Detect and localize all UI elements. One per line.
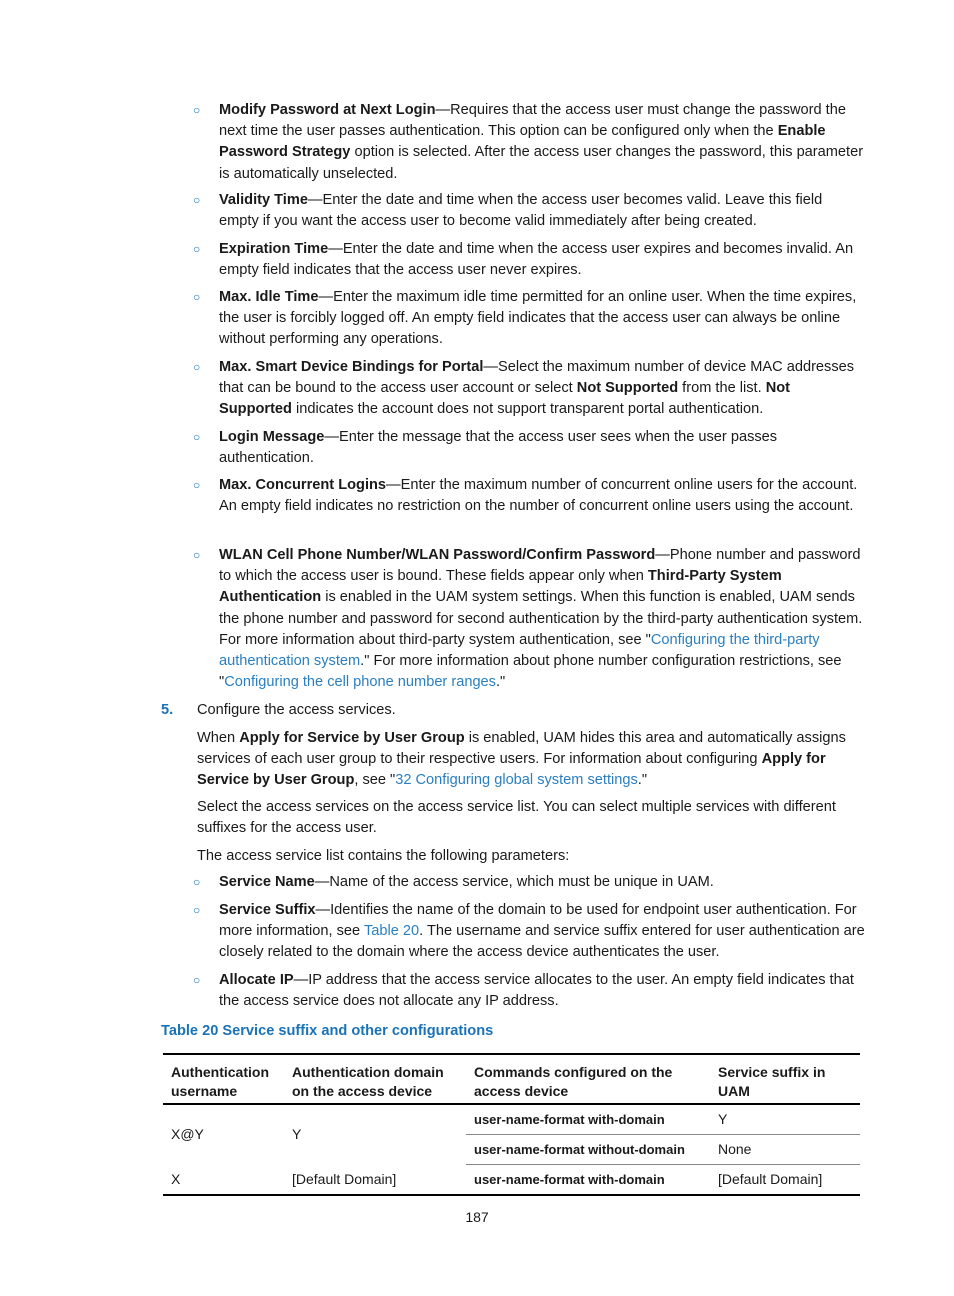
table-cell-username: X@Y bbox=[171, 1126, 204, 1143]
parameter-description: Service Name—Name of the access service, which must be unique in UAM. bbox=[219, 874, 714, 890]
service-suffix-table bbox=[163, 1053, 860, 1196]
parameter-name: Service Name bbox=[219, 874, 315, 890]
bold-term: Apply for Service by User Group bbox=[239, 730, 465, 746]
table-caption: Table 20 Service suffix and other configurations bbox=[161, 1023, 494, 1039]
parameter-item bbox=[193, 427, 865, 469]
parameter-item bbox=[193, 190, 865, 232]
step-title: Configure the access services. bbox=[197, 702, 396, 718]
hollow-bullet-icon: ○ bbox=[193, 242, 201, 256]
cross-reference-link[interactable]: Configuring the cell phone number ranges bbox=[224, 674, 496, 691]
parameter-description: Expiration Time—Enter the date and time when the access user expires and becomes invalid. An empty field indicates that the access user never expires. bbox=[219, 241, 854, 279]
hollow-bullet-icon: ○ bbox=[193, 548, 201, 562]
table-cell-username: X bbox=[163, 1165, 284, 1196]
parameter-name: Validity Time bbox=[219, 192, 308, 208]
bold-term: Enable Password Strategy bbox=[219, 123, 826, 161]
bold-term: Third-Party System Authentication bbox=[219, 568, 782, 606]
hollow-bullet-icon: ○ bbox=[193, 360, 201, 374]
parameter-item bbox=[193, 100, 865, 185]
parameter-item bbox=[193, 475, 865, 517]
parameter-description: Max. Idle Time—Enter the maximum idle time permitted for an online user. When the time expires, the user is forcibly logged off. An empty field indicates that the access user can always be online without performing any operations. bbox=[219, 289, 857, 348]
parameter-description: Allocate IP—IP address that the access service allocates to the user. An empty field indicates that the access service does not allocate any IP address. bbox=[219, 972, 854, 1010]
parameter-name: Max. Smart Device Bindings for Portal bbox=[219, 359, 484, 375]
parameter-name: WLAN Cell Phone Number/WLAN Password/Confirm Password bbox=[219, 547, 656, 563]
hollow-bullet-icon: ○ bbox=[193, 193, 201, 207]
parameter-name: Login Message bbox=[219, 429, 325, 445]
page-number: 187 bbox=[465, 1209, 489, 1225]
hollow-bullet-icon: ○ bbox=[193, 903, 201, 917]
parameter-item bbox=[193, 357, 865, 421]
step-number: 5. bbox=[161, 702, 174, 718]
table-cell-suffix: None bbox=[710, 1135, 860, 1165]
hollow-bullet-icon: ○ bbox=[193, 478, 201, 492]
parameter-item bbox=[193, 239, 865, 281]
parameter-item bbox=[193, 545, 865, 693]
hollow-bullet-icon: ○ bbox=[193, 103, 201, 117]
parameter-description: Modify Password at Next Login—Requires that the access user must change the password the next time the user passes authentication. This option can be configured only when the Enable Password Strategy option is selected. After the access user changes the password, this parameter is automatically unselected. bbox=[219, 102, 864, 182]
parameter-description: WLAN Cell Phone Number/WLAN Password/Confirm Password—Phone number and password to which the access user is bound. These fields appear only when Third-Party System Authentication is enabled in the UAM system settings. When this function is enabled, UAM sends the phone number and password for second authentication by the third-party authentication system. For more information about third-party system authentication, see "Configuring the third-party authentication system." For more information about phone number configuration restrictions, see "Configuring the cell phone number ranges." bbox=[219, 547, 863, 691]
step-5-paragraph-3: The access service list contains the following parameters: bbox=[197, 848, 570, 864]
table-header-cell: Authentication domain on the access device bbox=[284, 1054, 466, 1104]
hollow-bullet-icon: ○ bbox=[193, 290, 201, 304]
table-cell-suffix: [Default Domain] bbox=[710, 1165, 860, 1196]
table-row bbox=[163, 1104, 860, 1135]
table-header-cell: Service suffix in UAM bbox=[710, 1054, 860, 1104]
step-5-paragraph-2: Select the access services on the access service list. You can select multiple services with different suffixes for the access user. bbox=[197, 799, 836, 837]
bold-term: Not Supported bbox=[219, 380, 791, 418]
parameter-description: Login Message—Enter the message that the access user sees when the user passes authentication. bbox=[219, 429, 778, 467]
parameter-description: Service Suffix—Identifies the name of the domain to be used for endpoint user authentication. For more information, see Table 20. The username and service suffix entered for user authentication are closely related to the domain where the access device authenticates the user. bbox=[219, 902, 865, 961]
step-5 bbox=[161, 700, 865, 721]
bold-term: Apply for Service by User Group bbox=[197, 751, 826, 789]
bold-term: Not Supported bbox=[576, 380, 679, 397]
table-cell-command: user-name-format without-domain bbox=[466, 1135, 710, 1165]
hollow-bullet-icon: ○ bbox=[193, 973, 201, 987]
parameter-item bbox=[193, 970, 865, 1012]
parameter-name: Expiration Time bbox=[219, 241, 329, 257]
cross-reference-link[interactable]: 32 Configuring global system settings bbox=[395, 772, 638, 789]
table-row bbox=[163, 1165, 860, 1196]
table-cell-domain: Y bbox=[292, 1126, 302, 1143]
table-cell-command: user-name-format with-domain bbox=[466, 1104, 710, 1135]
table-cell-suffix: Y bbox=[710, 1104, 860, 1135]
hollow-bullet-icon: ○ bbox=[193, 875, 201, 889]
table-header-cell: Commands configured on the access device bbox=[466, 1054, 710, 1104]
parameter-description: Validity Time—Enter the date and time when the access user becomes valid. Leave this field empty if you want the access user to become valid immediately after being created. bbox=[219, 192, 823, 230]
parameter-name: Service Suffix bbox=[219, 902, 316, 918]
cross-reference-link[interactable]: Table 20 bbox=[363, 923, 420, 940]
table-cell-domain: [Default Domain] bbox=[284, 1165, 466, 1196]
step-5-paragraph-1: When Apply for Service by User Group is enabled, UAM hides this area and automatically assigns services of each user group to their respective users. For information about configuring Apply for Service by User Group, see "32 Configuring global system settings." bbox=[197, 730, 846, 789]
parameter-item bbox=[193, 287, 865, 351]
parameter-description: Max. Smart Device Bindings for Portal—Select the maximum number of device MAC addresses that can be bound to the access user account or select Not Supported from the list. Not Supported indicates the account does not support transparent portal authentication. bbox=[219, 359, 855, 418]
parameter-description: Max. Concurrent Logins—Enter the maximum number of concurrent online users for the account. An empty field indicates no restriction on the number of concurrent online users using the account. bbox=[219, 477, 858, 515]
parameter-name: Max. Idle Time bbox=[219, 289, 319, 305]
parameter-item bbox=[193, 872, 865, 893]
parameter-name: Allocate IP bbox=[219, 972, 294, 988]
table-header-cell: Authentication username bbox=[163, 1054, 284, 1104]
parameter-name: Modify Password at Next Login bbox=[219, 102, 436, 118]
table-header-row bbox=[163, 1054, 860, 1104]
parameter-name: Max. Concurrent Logins bbox=[219, 477, 387, 493]
hollow-bullet-icon: ○ bbox=[193, 430, 201, 444]
parameter-item bbox=[193, 900, 865, 964]
cross-reference-link[interactable]: Configuring the third-party authentication system bbox=[219, 631, 820, 670]
table-cell-command: user-name-format with-domain bbox=[466, 1165, 710, 1196]
